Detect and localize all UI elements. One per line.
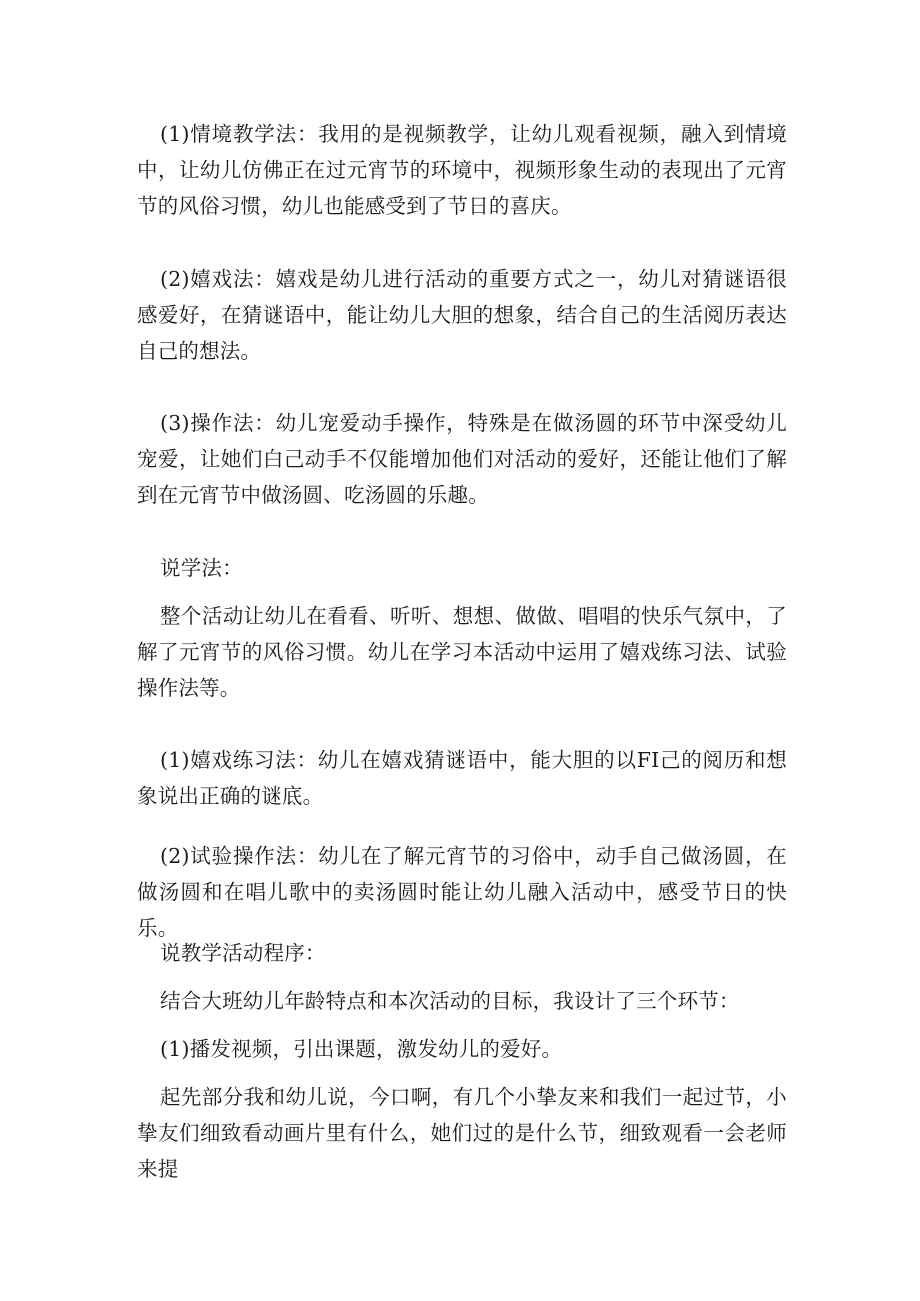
paragraph-experiment-operation: (2)试验操作法：幼儿在了解元宵节的习俗中，动手自己做汤圆，在做汤圆和在唱儿歌中的卖汤圆时能让幼儿融入活动中，感受节日的快乐。 [137, 844, 787, 940]
paragraph-learning-overview: 整个活动让幼儿在看看、听听、想想、做做、唱唱的快乐气氛中，了解了元宵节的风俗习惯。幼儿在学习本活动中运用了嬉戏练习法、试验操作法等。 [137, 604, 787, 700]
heading-learning-methods: 说学法： [160, 556, 243, 580]
paragraph-opening-part: 起先部分我和幼儿说，今口啊，有几个小挚友来和我们一起过节，小挚友们细致看动画片里有什么，她们过的是什么节，细致观看一会老师来提 [137, 1085, 787, 1181]
paragraph-operation-method: (3)操作法：幼儿宠爱动手操作，特殊是在做汤圆的环节中深受幼儿宠爱，让她们白己动手不仅能增加他们对活动的爱好，还能让他们了解到在元宵节中做汤圆、吃汤圆的乐趣。 [137, 411, 787, 507]
paragraph-three-sections: 结合大班幼儿年龄特点和本次活动的目标，我设计了三个环节： [160, 989, 740, 1013]
paragraph-game-practice: (1)嬉戏练习法：幼儿在嬉戏猜谜语中，能大胆的以FI己的阅历和想象说出正确的谜底。 [137, 748, 787, 808]
paragraph-situational-method: (1)情境教学法：我用的是视频教学，让幼儿观看视频，融入到情境中，让幼儿仿佛正在过元宵节的环境中，视频形象生动的表现出了元宵节的风俗习惯，幼儿也能感受到了节日的喜庆。 [137, 122, 787, 218]
paragraph-game-method: (2)嬉戏法：嬉戏是幼儿进行活动的重要方式之一，幼儿对猜谜语很感爱好，在猜谜语中，能让幼儿大胆的想象，结合自己的生活阅历表达自己的想法。 [137, 267, 787, 363]
heading-activity-procedure: 说教学活动程序： [160, 941, 326, 965]
paragraph-section-one: (1)播发视频，引出课题，激发幼儿的爱好。 [160, 1037, 563, 1061]
